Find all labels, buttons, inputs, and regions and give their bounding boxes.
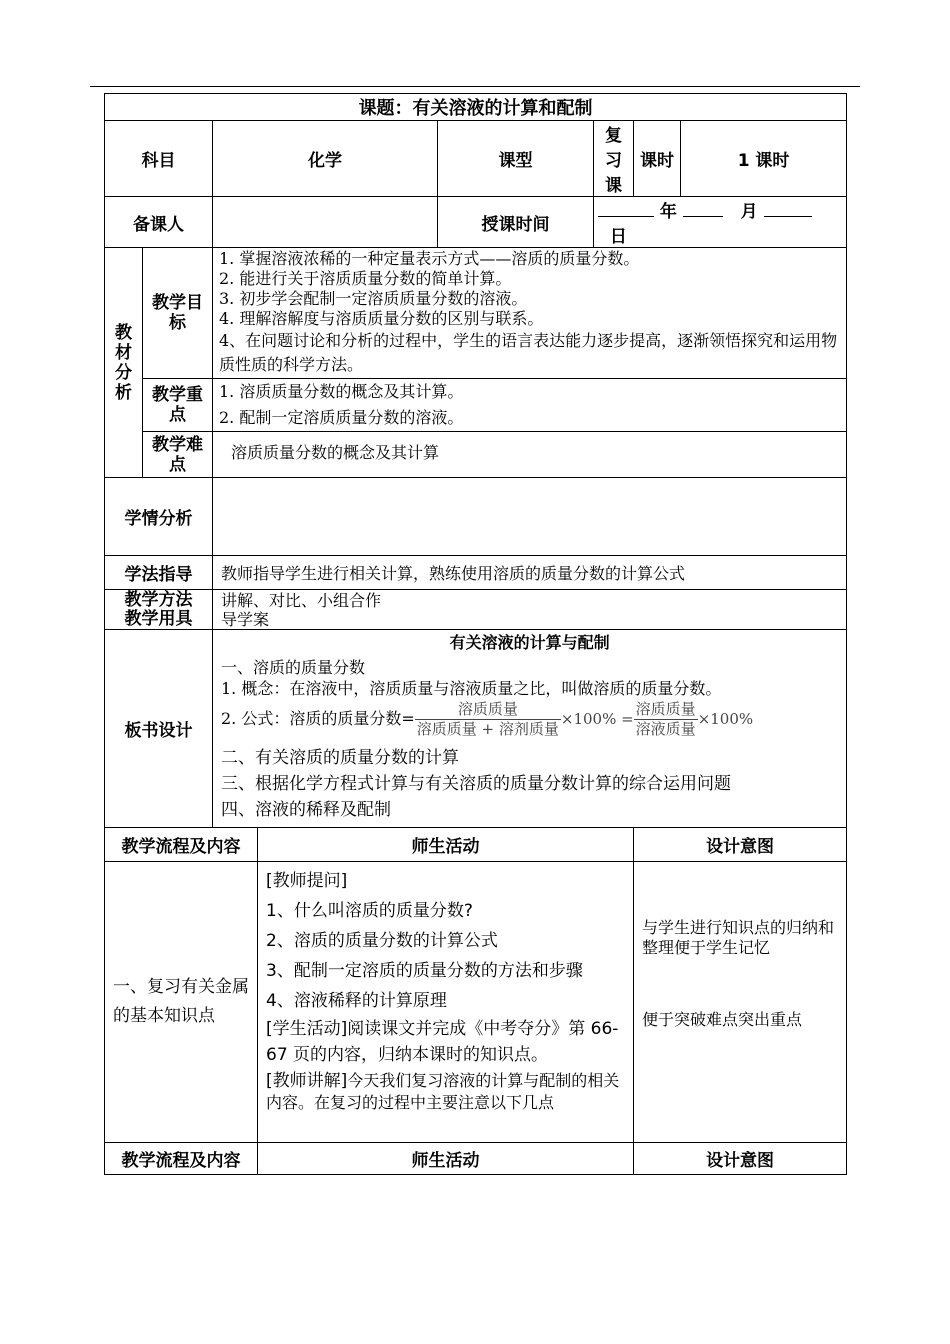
question-item: 4、溶液稀释的计算原理 <box>266 991 447 1011</box>
subject-value: 化学 <box>213 121 438 197</box>
student-activity: [学生活动]阅读课文并完成《中考夺分》第 66-67 页的内容，归纳本课时的知识点。 <box>266 1019 619 1065</box>
fraction-1-numerator: 溶质质量 <box>457 700 518 718</box>
tools-value: 导学案 <box>221 609 270 629</box>
key-points <box>213 379 847 432</box>
flow-footer-intent: 设计意图 <box>634 1143 847 1175</box>
intent-item: 便于突破难点突出重点 <box>642 1010 803 1029</box>
flow-header-activity: 师生活动 <box>258 828 634 862</box>
preparer-value <box>213 197 438 248</box>
formula-times-1: ×100% = <box>560 710 634 728</box>
hours-label: 课时 <box>634 121 681 197</box>
board-formula <box>221 700 838 739</box>
board-heading: 有关溶液的计算与配制 <box>449 633 610 652</box>
board-section-2: 二、有关溶质的质量分数的计算 <box>221 748 459 768</box>
method-tools-value <box>213 590 847 630</box>
difficult-value: 溶质质量分数的概念及其计算 <box>213 432 847 478</box>
flow-footer-activity: 师生活动 <box>258 1143 634 1175</box>
teaching-date <box>594 197 847 248</box>
teacher-ask-tag: [教师提问] <box>266 871 348 891</box>
board-section-4: 四、溶液的稀释及配制 <box>221 800 391 820</box>
board-section-3: 三、根据化学方程式计算与有关溶质的质量分数计算的综合运用问题 <box>221 774 731 794</box>
flow-header-content: 教学流程及内容 <box>105 828 258 862</box>
method-value: 讲解、对比、小组合作 <box>221 590 382 610</box>
lesson-title: 课题：有关溶液的计算和配制 <box>105 94 847 121</box>
formula-times-2: ×100% <box>697 710 754 728</box>
analysis-label: 教材分析 <box>105 248 143 478</box>
fraction-1-denominator: 溶质质量 + 溶剂质量 <box>416 720 559 738</box>
formula-prefix: 2. 公式：溶质的质量分数= <box>221 709 415 728</box>
teacher-explain-text: 今天我们复习溶液的计算与配制的相关内容。在复习的过程中主要注意以下几点 <box>266 1071 620 1112</box>
lesson-plan-table <box>104 93 847 1175</box>
flow-intent <box>634 862 847 1143</box>
board-section-1: 一、溶质的质量分数 <box>221 658 366 677</box>
formula-fraction-1 <box>415 700 561 739</box>
method-label: 教学方法 <box>124 589 193 610</box>
teacher-explain-tag: [教师讲解] <box>266 1071 348 1091</box>
board-concept: 1. 概念：在溶液中，溶质质量与溶液质量之比，叫做溶质的质量分数。 <box>221 679 722 698</box>
teacher-questions <box>266 866 625 1016</box>
goal-item: 4. 理解溶解度与溶质质量分数的区别与联系。 <box>219 309 544 328</box>
formula-fraction-2 <box>634 700 698 739</box>
goal-item: 1. 掌握溶液浓稀的一种定量表示方式——溶质的质量分数。 <box>219 249 640 268</box>
goal-item: 2. 能进行关于溶质质量分数的简单计算。 <box>219 269 512 288</box>
fraction-2-denominator: 溶液质量 <box>635 720 696 738</box>
difficult-label: 教学难点 <box>143 432 213 478</box>
board-label: 板书设计 <box>105 630 213 828</box>
situation-value <box>213 478 847 556</box>
key-point: 2. 配制一定溶质质量分数的溶液。 <box>219 408 464 427</box>
type-value: 复习课 <box>594 121 634 197</box>
time-label: 授课时间 <box>438 197 594 248</box>
flow-activity <box>258 862 634 1143</box>
fraction-2-numerator: 溶质质量 <box>635 700 696 718</box>
day-blank <box>764 216 812 217</box>
goals-label: 教学目标 <box>143 248 213 379</box>
tools-label: 教学用具 <box>124 608 193 629</box>
hours-value: 1 课时 <box>681 121 847 197</box>
study-method-label: 学法指导 <box>105 556 213 590</box>
preparer-label: 备课人 <box>105 197 213 248</box>
subject-label: 科目 <box>105 121 213 197</box>
goal-item: 4、在问题讨论和分析的过程中，学生的语言表达能力逐步提高，逐渐领悟探究和运用物质性质的科学方法。 <box>219 331 838 374</box>
board-content <box>213 630 847 828</box>
intent-item: 与学生进行知识点的归纳和整理便于学生记忆 <box>642 918 835 957</box>
teacher-explain <box>266 1070 625 1114</box>
question-item: 3、配制一定溶质的质量分数的方法和步骤 <box>266 961 583 981</box>
goals-list <box>213 248 847 379</box>
flow-header-intent: 设计意图 <box>634 828 847 862</box>
month-blank <box>683 216 723 217</box>
flow-content: 一、复习有关金属的基本知识点 <box>105 862 258 1143</box>
goal-item: 3. 初步学会配制一定溶质质量分数的溶液。 <box>219 289 528 308</box>
flow-footer-content: 教学流程及内容 <box>105 1143 258 1175</box>
month-unit: 月 <box>740 202 758 222</box>
question-item: 2、溶质的质量分数的计算公式 <box>266 931 498 951</box>
type-label: 课型 <box>438 121 594 197</box>
header-rule <box>90 86 860 87</box>
method-tools-label <box>105 590 213 630</box>
key-label: 教学重点 <box>143 379 213 432</box>
day-unit: 日 <box>609 227 627 247</box>
year-unit: 年 <box>659 202 677 222</box>
key-point: 1. 溶质质量分数的概念及其计算。 <box>219 382 464 401</box>
question-item: 1、什么叫溶质的质量分数? <box>266 901 473 921</box>
study-method-value: 教师指导学生进行相关计算，熟练使用溶质的质量分数的计算公式 <box>213 556 847 590</box>
year-blank <box>598 216 654 217</box>
situation-label: 学情分析 <box>105 478 213 556</box>
